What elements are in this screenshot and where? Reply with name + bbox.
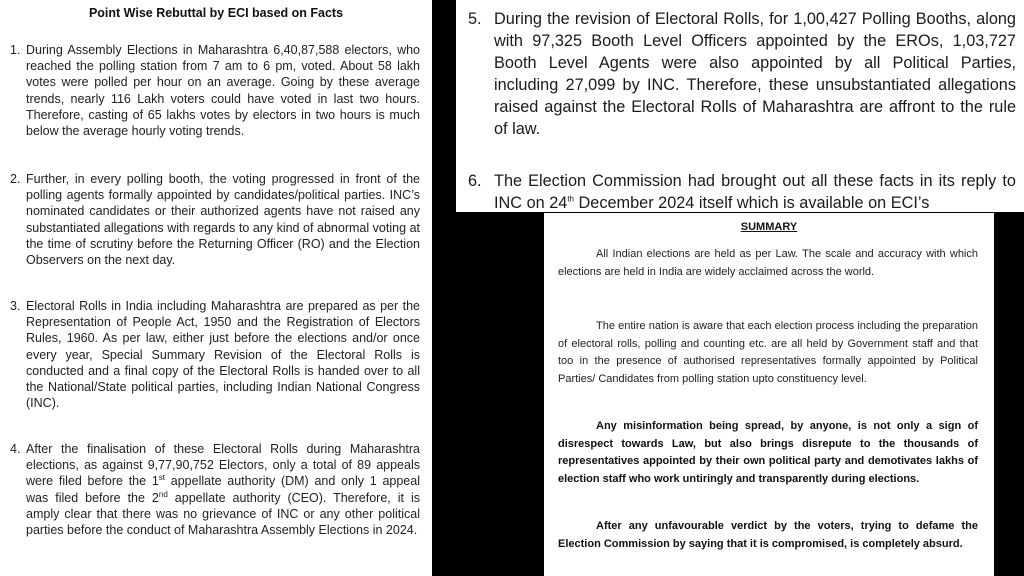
point-text-part: The Election Commission had brought out all these facts in its reply to INC on 24 [494,172,1016,212]
point-text: Further, in every polling booth, the voting progressed in front of the polling agents formally appointed by candidates/political parties. INC’s nominated candidates or their authorized agents have not raised any substantiated allegations with regards to any kind of abnormal voting at the time of scrutiny before the Returning Officer (RO) and the Election Observers on the next day. [26,172,420,268]
rebuttal-point-1 [10,42,420,139]
point-text-part: appellate authority (DM) and only 1 appeal was filed before the 2 [26,474,420,505]
point-number: 1. [10,43,21,57]
point-text [494,170,1016,212]
rebuttal-document-page [0,0,432,576]
point-text: During the revision of Electoral Rolls, for 1,00,427 Polling Booths, along with 97,325 Booth Level Officers appointed by the EROs, 1,03,727 Booth Level Agents were also appointed by all Political Parties, including 27,099 by INC. Therefore, these unsubstantiated allegations raised against the Electoral Rolls of Maharashtra are affront to the rule of law. [494,10,1016,138]
summary-paragraph-1: All Indian elections are held as per Law. The scale and accuracy with which elections are held in India are widely acclaimed across the world. [558,248,978,278]
summary-paragraph-3: Any misinformation being spread, by anyone, is not only a sign of disrespect towards Law, but also brings disrepute to the thousands of representatives appointed by their own political party and demotivates lakhs of election staff who work untiringly and transparently during elections. [558,420,978,485]
rebuttal-point-5 [468,8,1016,140]
summary-paragraph-4: After any unfavourable verdict by the voters, trying to defame the Election Commission by saying that it is compromised, is completely absurd. [558,520,978,550]
rebuttal-point-6 [468,170,1016,212]
point-number: 4. [10,442,21,456]
point-number: 6. [468,172,482,190]
point-number: 2. [10,172,21,186]
ordinal-suffix: nd [158,489,168,499]
point-text: During Assembly Elections in Maharashtra 6,40,87,588 electors, who reached the polling station from 7 am to 6 pm, voted. About 58 lakh votes were polled per hour on an average. Going by these average trends, nearly 116 Lakh voters could have voted in last two hours. Therefore, casting of 65 lakhs votes by electors in two hours is much below the average hourly voting trends. [26,43,420,139]
point-text-part: After the finalisation of these Electoral Rolls during Maharashtra elections, as against 9,77,90,752 Electors, only a total of 89 appeals were filed before the 1 [26,442,420,489]
summary-heading: SUMMARY [740,221,798,233]
point-text: Electoral Rolls in India including Maharashtra are prepared as per the Representation of People Act, 1950 and the Registration of Electors Rules, 1960. As per law, either just before the elections and/or once every year, Special Summary Revision of the Electoral Rolls is conducted and a final copy of the Electoral Rolls is handed over to all the National/State political parties, including Indian National Congress (INC). [26,299,420,411]
summary-page [544,213,994,576]
ordinal-suffix: st [158,473,166,483]
summary-paragraph-2: The entire nation is aware that each election process including the preparation of electoral rolls, polling and counting etc. are all held by Government staff and that too in the presence of authorised representatives formally appointed by Political Parties/ Candidates from polling station upto constituency level. [558,320,978,385]
ordinal-suffix: th [567,194,574,204]
document-title: Point Wise Rebuttal by ECI based on Facts [88,6,344,20]
rebuttal-point-4 [10,441,420,538]
point-text [26,441,420,538]
rebuttal-point-2 [10,171,420,268]
point-text-part: appellate authority (CEO). Therefore, it is amply clear that there was no grievance of INC or any other political parties before the conduct of Maharashtra Assembly Elections in 2024. [26,490,421,538]
rebuttal-continuation-page [456,0,1024,212]
point-text-part: December 2024 itself which is available on ECI’s [573,194,930,212]
point-number: 5. [468,10,482,28]
point-number: 3. [10,299,21,313]
rebuttal-point-3 [10,298,420,411]
